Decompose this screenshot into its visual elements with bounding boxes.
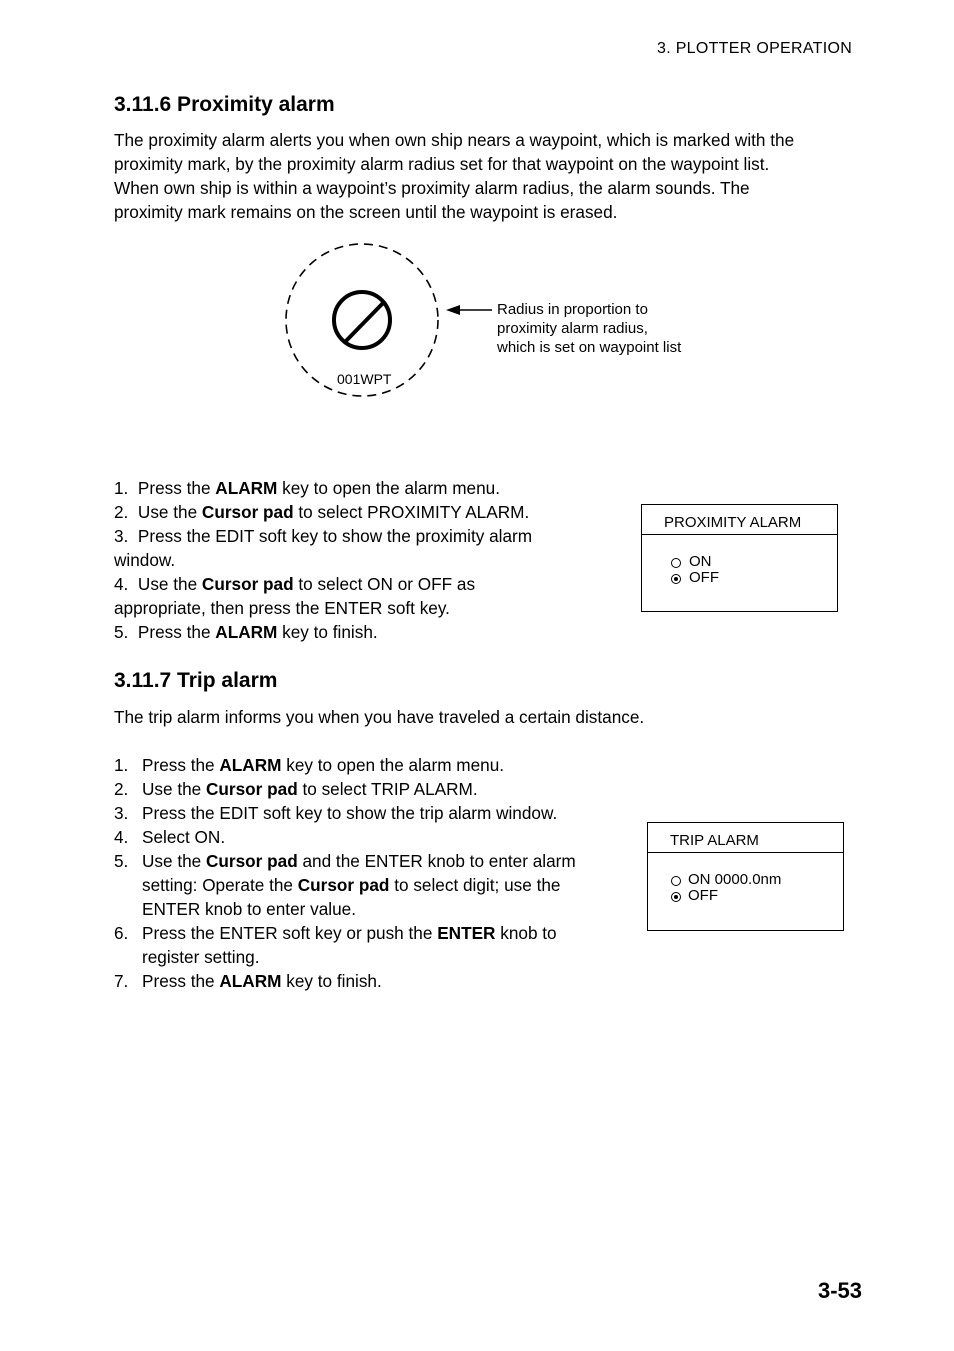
proximity-mark-figure bbox=[270, 235, 730, 405]
section-heading-trip-alarm: 3.11.7 Trip alarm bbox=[114, 669, 278, 692]
radius-callout bbox=[497, 300, 681, 357]
step-item: 3. Press the EDIT soft key to show the proximity alarm bbox=[114, 526, 533, 546]
running-header: 3. PLOTTER OPERATION bbox=[657, 40, 853, 57]
step-item-continued: appropriate, then press the ENTER soft key. bbox=[114, 598, 450, 618]
radio-off-selected-icon[interactable] bbox=[671, 892, 681, 902]
radio-on-icon[interactable] bbox=[671, 558, 681, 568]
intro-line: proximity mark remains on the screen until the waypoint is erased. bbox=[114, 202, 618, 222]
window-title: TRIP ALARM bbox=[670, 832, 759, 849]
option-off-label[interactable]: OFF bbox=[688, 887, 718, 904]
window-divider bbox=[642, 534, 837, 535]
step-item: 4. Use the Cursor pad to select ON or OFF as bbox=[114, 574, 476, 594]
waypoint-mark-icon bbox=[334, 292, 390, 348]
intro-line: proximity mark, by the proximity alarm radius set for that waypoint on the waypoint list. bbox=[114, 154, 770, 174]
radio-off-selected-icon[interactable] bbox=[671, 574, 681, 584]
callout-line: proximity alarm radius, bbox=[497, 320, 648, 337]
proximity-alarm-intro bbox=[114, 128, 794, 224]
window-title: PROXIMITY ALARM bbox=[664, 514, 802, 531]
step-item: 2. Use the Cursor pad to select PROXIMITY ALARM. bbox=[114, 502, 530, 522]
option-off-label[interactable]: OFF bbox=[689, 569, 719, 586]
callout-line: Radius in proportion to bbox=[497, 301, 648, 318]
callout-line: which is set on waypoint list bbox=[497, 339, 682, 356]
trip-alarm-window bbox=[647, 822, 844, 931]
option-on-label[interactable]: ON bbox=[689, 553, 712, 570]
radio-on-icon[interactable] bbox=[671, 876, 681, 886]
option-on-label[interactable]: ON 0000.0nm bbox=[688, 871, 782, 888]
intro-line: When own ship is within a waypoint’s proximity alarm radius, the alarm sounds. The bbox=[114, 178, 750, 198]
trip-alarm-steps: 1. Press the ALARM key to open the alarm menu. 2. Use the Cursor pad to select TRIP ALARM. 3. Press the EDIT soft key to show the trip alarm window. 4. Select ON. 5. Use the Cursor pad and the ENTER knob to enter alarm setting: Operate the Cursor pad to select digit; use the ENTER knob to enter value. 6. Press the ENTER soft key or push the ENTER knob to register setting. 7. Press the ALARM key to finish. bbox=[114, 755, 576, 991]
waypoint-label: 001WPT bbox=[337, 371, 392, 387]
step-item-continued: window. bbox=[114, 550, 176, 570]
page-number: 3-53 bbox=[818, 1278, 863, 1303]
window-divider bbox=[648, 852, 843, 853]
callout-arrowhead bbox=[446, 305, 460, 315]
step-item: 1. Press the ALARM key to open the alarm menu. bbox=[114, 478, 500, 498]
step-item: 5. Press the ALARM key to finish. bbox=[114, 622, 378, 642]
section-heading-proximity-alarm: 3.11.6 Proximity alarm bbox=[114, 93, 335, 116]
proximity-alarm-window bbox=[641, 504, 838, 612]
proximity-alarm-steps bbox=[114, 476, 614, 646]
intro-line: The proximity alarm alerts you when own ship nears a waypoint, which is marked with the bbox=[114, 130, 795, 150]
waypoint-mark-slash bbox=[344, 301, 385, 343]
trip-alarm-intro: The trip alarm informs you when you have traveled a certain distance. bbox=[114, 707, 645, 727]
